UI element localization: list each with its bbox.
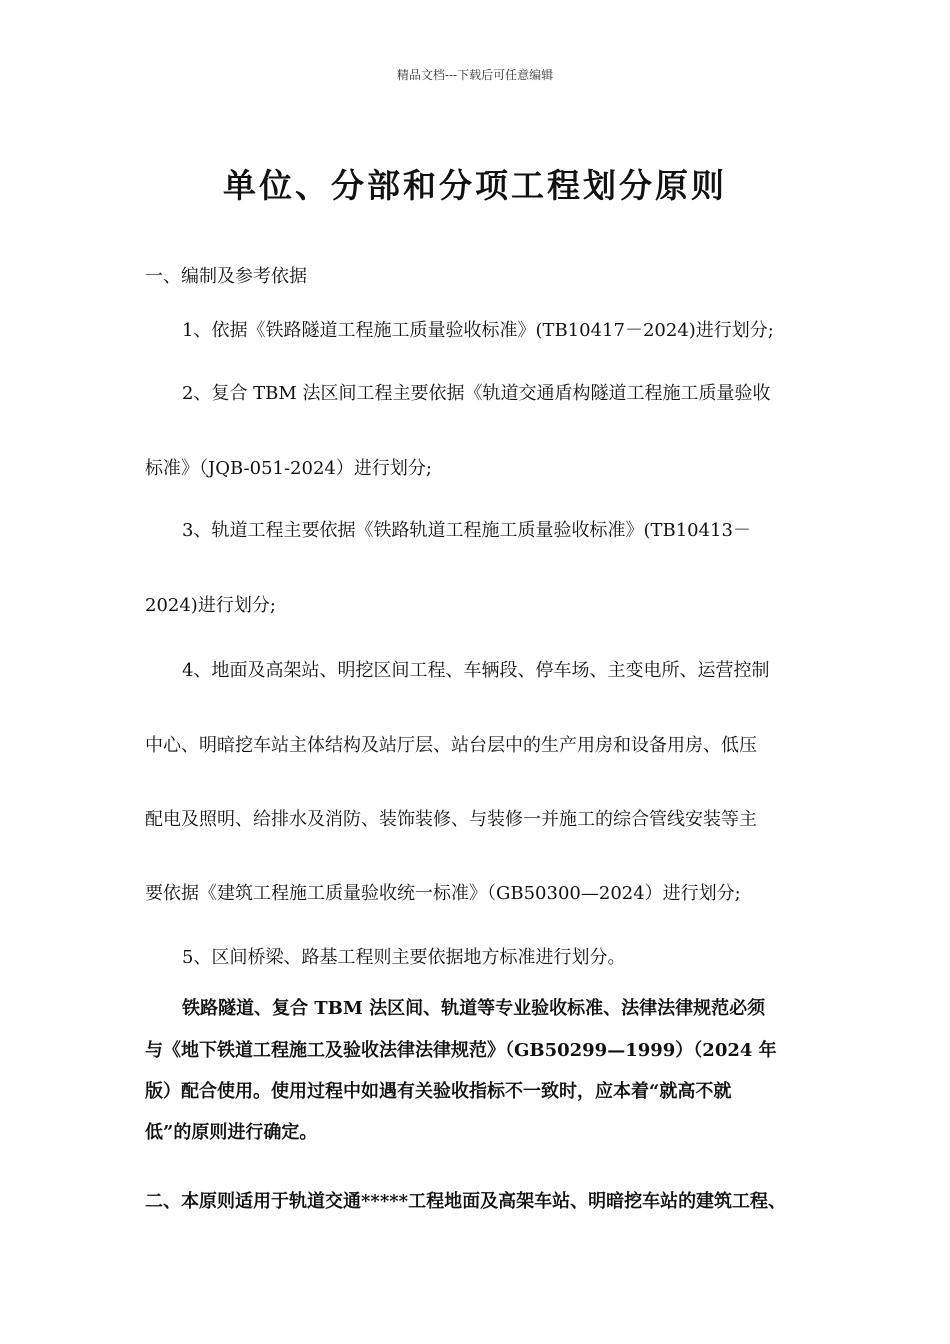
section2-line1: 二、本原则适用于轨道交通*****工程地面及高架车站、明暗挖车站的建筑工程、 [145, 1191, 787, 1212]
section1-item5: 5、区间桥梁、路基工程则主要依据地方标准进行划分。 [182, 947, 626, 968]
section1-item4-line2: 中心、明暗挖车站主体结构及站厅层、站台层中的生产用房和设备用房、低压 [145, 735, 757, 756]
page-header: 精品文档---下载后可任意编辑 [396, 68, 554, 82]
section1-item1: 1、依据《铁路隧道工程施工质量验收标准》(TB10417－2024)进行划分; [182, 320, 774, 341]
section1-item4-line1: 4、地面及高架站、明挖区间工程、车辆段、停车场、主变电所、运营控制 [182, 660, 770, 681]
document-title: 单位、分部和分项工程划分原则 [223, 166, 727, 205]
section1-item4-line4: 要依据《建筑工程施工质量验收统一标准》（GB50300—2024）进行划分; [145, 883, 741, 904]
section1-item3-line1: 3、轨道工程主要依据《铁路轨道工程施工质量验收标准》(TB10413－ [182, 520, 751, 541]
section1-heading: 一、编制及参考依据 [145, 266, 307, 287]
note-line1: 铁路隧道、复合 TBM 法区间、轨道等专业验收标准、法律法律规范必须 [182, 998, 766, 1019]
note-line4: 低”的原则进行确定。 [145, 1122, 318, 1143]
section1-item2-line2: 标准》（JQB-051-2024）进行划分; [145, 458, 432, 479]
note-line3: 版）配合使用。使用过程中如遇有关验收指标不一致时，应本着“就高不就 [145, 1081, 732, 1102]
section1-item4-line3: 配电及照明、给排水及消防、装饰装修、与装修一并施工的综合管线安装等主 [145, 809, 757, 830]
section1-item3-line2: 2024)进行划分; [145, 595, 276, 616]
note-line2: 与《地下铁道工程施工及验收法律法律规范》（GB50299—1999）（2024 年 [145, 1040, 777, 1061]
section1-item2-line1: 2、复合 TBM 法区间工程主要依据《轨道交通盾构隧道工程施工质量验收 [182, 383, 771, 404]
